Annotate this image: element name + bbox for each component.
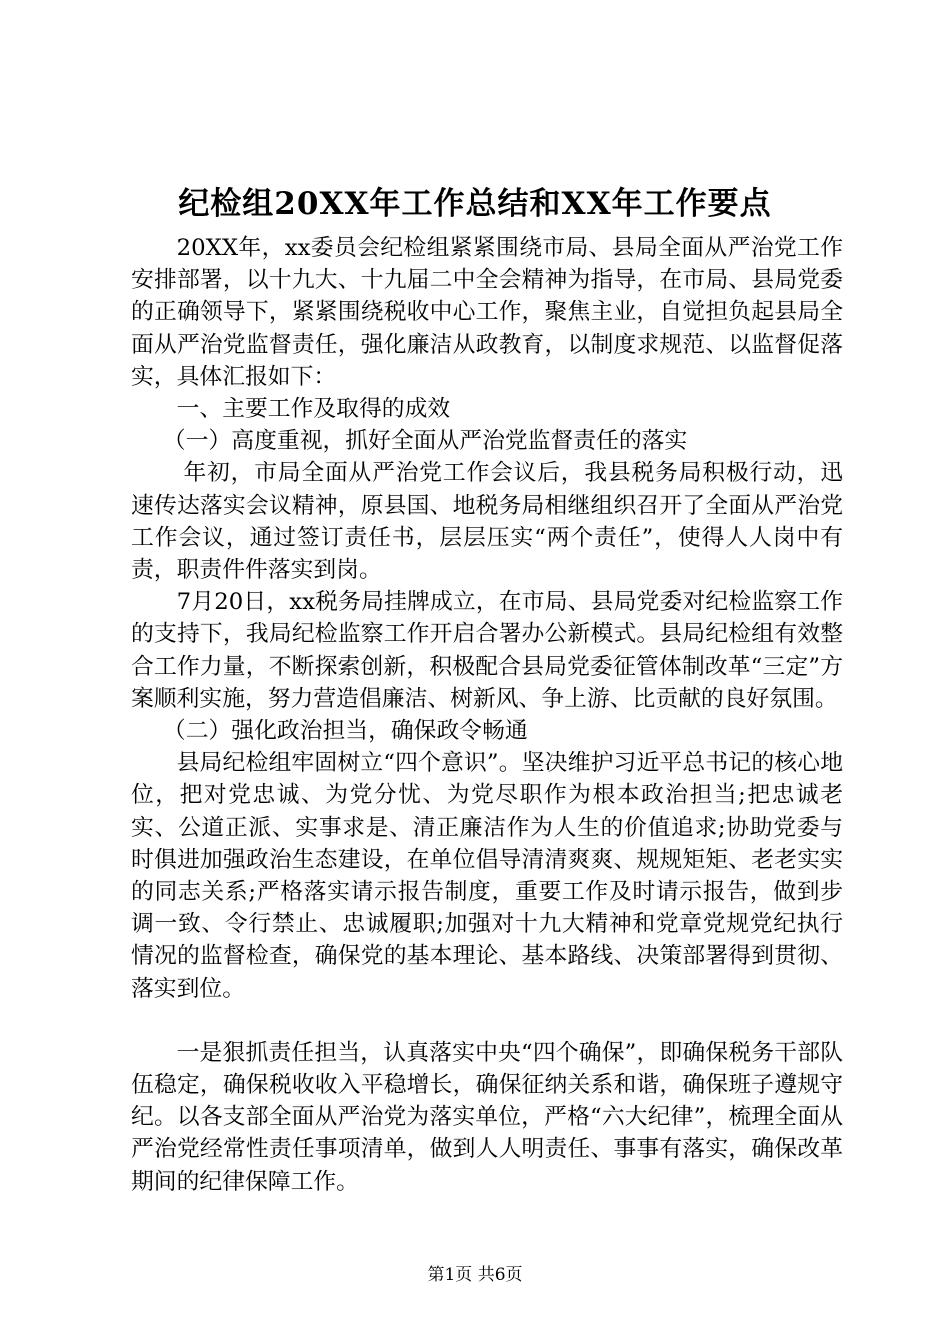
paragraph-3: 县局纪检组牢固树立“四个意识”。坚决维护习近平总书记的核心地位，把对党忠诚、为党分忧、为党尽职作为根本政治担当;把忠诚老实、公道正派、实事求是、清正廉洁作为人生的价值追求;协助党委与时俱进加强政治生态建设，在单位倡导清清爽爽、规规矩矩、老老实实的同志关系;严格落实请示报告制度，重要工作及时请示报告，做到步调一致、令行禁止、忠诚履职;加强对十九大精神和党章党规党纪执行情况的监督检查，确保党的基本理论、基本路线、决策部署得到贯彻、落实到位。: [131, 750, 843, 1002]
paragraph-1: 年初，市局全面从严治党工作会议后，我县税务局积极行动，迅速传达落实会议精神，原县国、地税务局相继组织召开了全面从严治党工作会议，通过签订责任书，层层压实“两个责任”，使得人人岗中有责，职责件件落实到岗。: [131, 460, 843, 584]
section-heading-1: 一、主要工作及取得的成效: [176, 396, 451, 423]
paragraph-4: 一是狠抓责任担当，认真落实中央“四个确保”，即确保税务干部队伍稳定，确保税收收入平稳增长，确保征纳关系和谐，确保班子遵规守纪。以各支部全面从严治党为落实单位，严格“六大纪律”，梳理全面从严治党经常性责任事项清单，做到人人明责任、事事有落实，确保改革期间的纪律保障工作。: [131, 1039, 843, 1195]
paragraph-gap: [131, 1005, 843, 1037]
document-title: 纪检组20XX年工作总结和XX年工作要点: [178, 186, 772, 222]
page-footer: 第1页 共6页: [427, 1265, 523, 1285]
paragraph-intro: 20XX年，xx委员会纪检组紧紧围绕市局、县局全面从严治党工作安排部署，以十九大、十九届二中全会精神为指导，在市局、县局党委的正确领导下，紧紧围绕税收中心工作，聚焦主业，自觉担负起县局全面从严治党监督责任，强化廉洁从政教育，以制度求规范、以监督促落实，具体汇报如下：: [131, 235, 843, 390]
document-body: [131, 232, 843, 1198]
subsection-heading-2: （二）强化政治担当，确保政令畅通: [162, 718, 528, 745]
paragraph-2: 7月20日，xx税务局挂牌成立，在市局、县局党委对纪检监察工作的支持下，我局纪检监察工作开启合署办公新模式。县局纪检组有效整合工作力量，不断探索创新，积极配合县局党委征管体制改革“三定”方案顺利实施，努力营造倡廉洁、树新风、争上游、比贡献的良好氛围。: [131, 589, 843, 712]
subsection-heading-1: （一）高度重视，抓好全面从严治党监督责任的落实: [162, 428, 688, 455]
